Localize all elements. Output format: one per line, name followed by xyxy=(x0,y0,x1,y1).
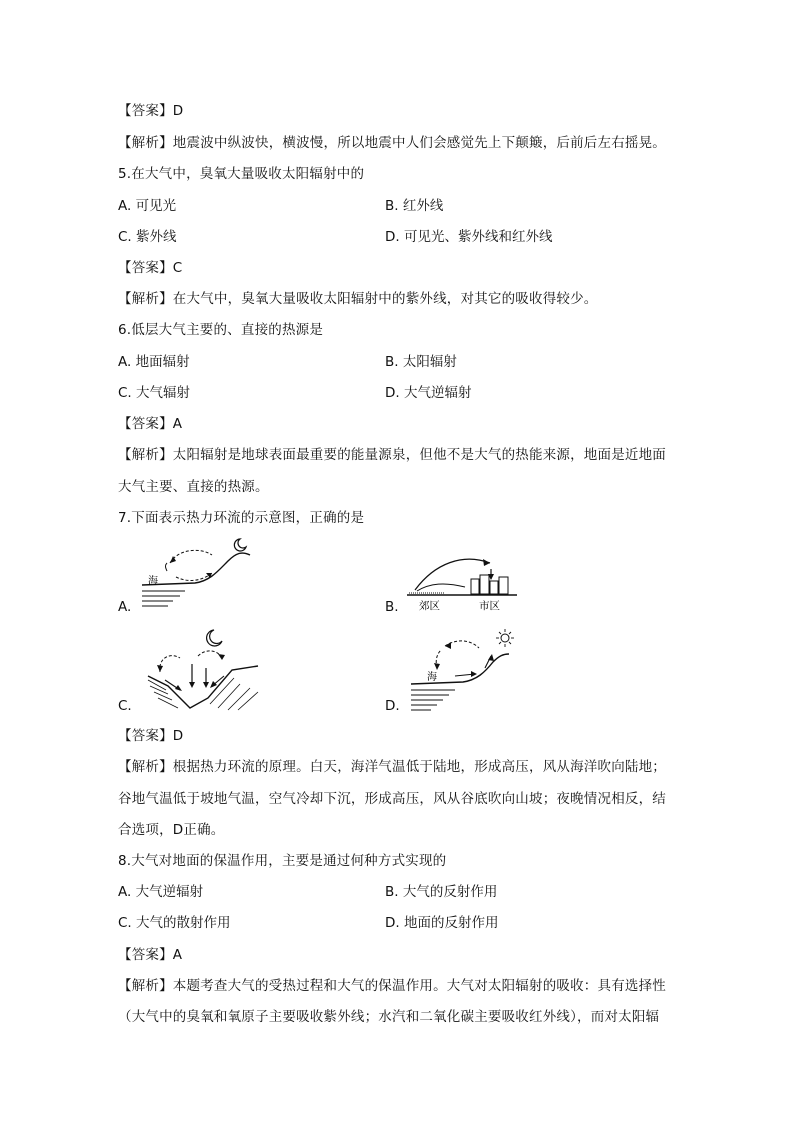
q7-figure-c xyxy=(140,628,260,716)
q7-stem: 7.下面表示热力环流的示意图，正确的是 xyxy=(118,510,365,526)
q7-figure-b xyxy=(405,535,520,613)
q7-figure-d xyxy=(405,628,523,716)
q8-option-b: B. 大气的反射作用 xyxy=(385,884,498,900)
q5-option-a: A. 可见光 xyxy=(118,198,177,214)
q6-stem: 6.低层大气主要的、直接的热源是 xyxy=(118,322,324,338)
q7-label-a: A. xyxy=(118,599,132,615)
q5-option-d: D. 可见光、紫外线和红外线 xyxy=(385,229,553,245)
q5-stem: 5.在大气中，臭氧大量吸收太阳辐射中的 xyxy=(118,166,365,182)
q7-label-c: C. xyxy=(118,698,132,714)
q6-answer: 【答案】A xyxy=(118,416,183,432)
q5-answer: 【答案】C xyxy=(118,260,183,276)
q6-option-d: D. 大气逆辐射 xyxy=(385,385,472,401)
q8-analysis-line1: 【解析】本题考查大气的受热过程和大气的保温作用。大气对太阳辐射的吸收：具有选择性 xyxy=(118,978,666,994)
q8-stem: 8.大气对地面的保温作用，主要是通过何种方式实现的 xyxy=(118,853,447,869)
q8-option-a: A. 大气逆辐射 xyxy=(118,884,204,900)
q7-label-d: D. xyxy=(385,698,400,714)
q5-analysis: 【解析】在大气中，臭氧大量吸收太阳辐射中的紫外线，对其它的吸收得较少。 xyxy=(118,291,598,307)
q7-analysis-line1: 【解析】根据热力环流的原理。白天，海洋气温低于陆地，形成高压，风从海洋吹向陆地； xyxy=(118,759,666,775)
q6-option-b: B. 太阳辐射 xyxy=(385,354,457,370)
q7-analysis-line3: 合选项，D正确。 xyxy=(118,822,225,838)
q8-option-d: D. 地面的反射作用 xyxy=(385,915,499,931)
q5-option-b: B. 红外线 xyxy=(385,198,444,214)
q7-fig-b-suburb: 郊区 xyxy=(419,600,440,612)
q4-answer: 【答案】D xyxy=(118,103,184,119)
q7-fig-d-sea: 海 xyxy=(427,672,437,683)
q7-answer: 【答案】D xyxy=(118,728,184,744)
q4-analysis: 【解析】地震波中纵波快，横波慢，所以地震中人们会感觉先上下颠簸，后前后左右摇晃。 xyxy=(118,135,666,151)
q6-analysis-line1: 【解析】太阳辐射是地球表面最重要的能量源泉，但他不是大气的热能来源，地面是近地面 xyxy=(118,447,666,463)
q7-analysis-line2: 谷地气温低于坡地气温，空气冷却下沉，形成高压，风从谷底吹向山坡；夜晚情况相反，结 xyxy=(118,791,666,807)
q6-analysis-line2: 大气主要、直接的热源。 xyxy=(118,479,269,495)
q6-option-c: C. 大气辐射 xyxy=(118,385,191,401)
q7-label-b: B. xyxy=(385,599,399,615)
q6-option-a: A. 地面辐射 xyxy=(118,354,190,370)
q7-fig-b-city: 市区 xyxy=(479,600,500,612)
q8-analysis-line2: （大气中的臭氧和氧原子主要吸收紫外线；水汽和二氧化碳主要吸收红外线），而对太阳辐 xyxy=(118,1009,660,1025)
q7-fig-a-sea: 海 xyxy=(148,576,158,587)
q5-option-c: C. 紫外线 xyxy=(118,229,177,245)
q8-option-c: C. 大气的散射作用 xyxy=(118,915,231,931)
q7-figure-a xyxy=(140,533,255,613)
q8-answer: 【答案】A xyxy=(118,947,183,963)
